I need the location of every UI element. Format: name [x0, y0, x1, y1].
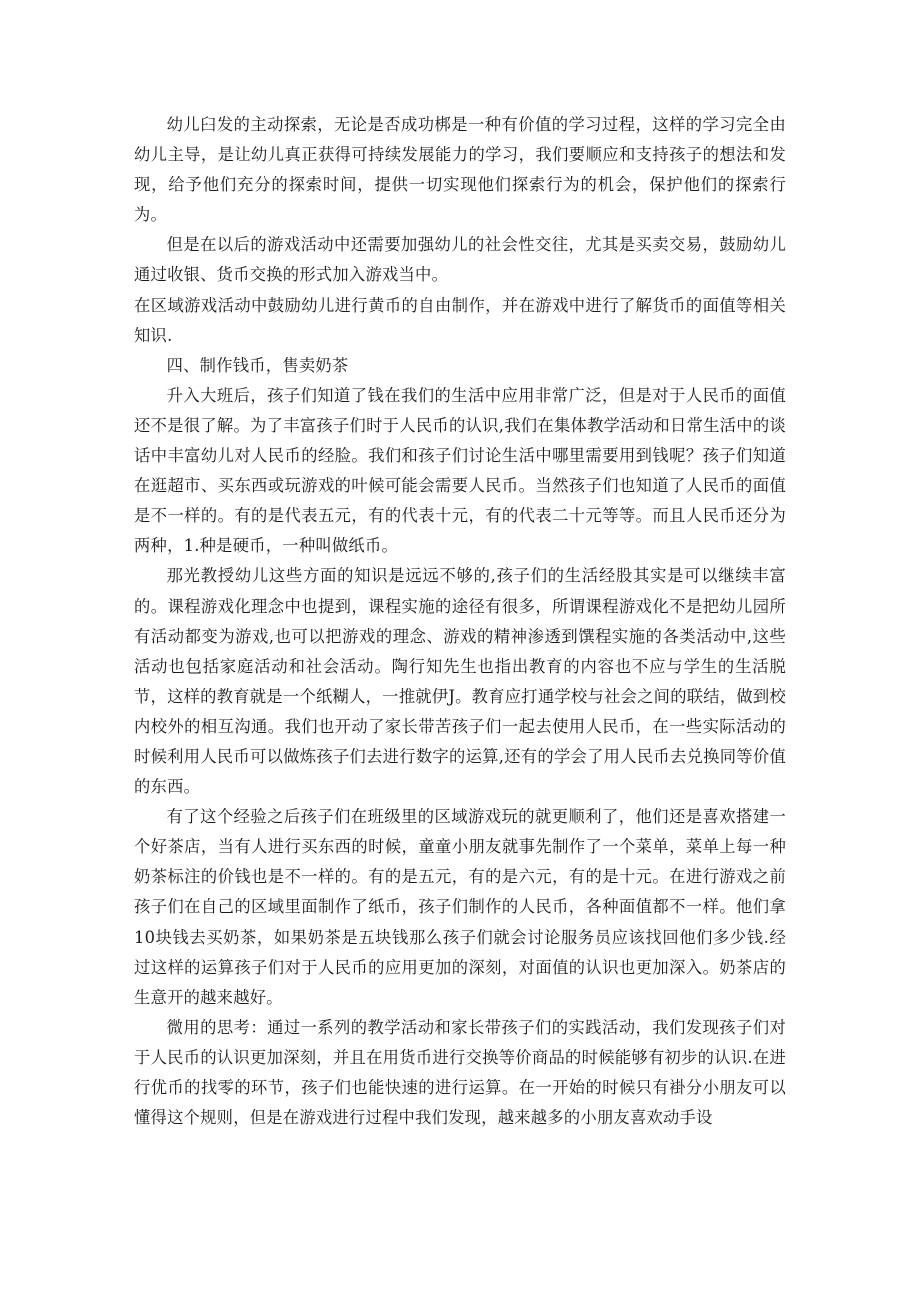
- section-heading: 四、制作钱币，售卖奶茶: [166, 355, 349, 375]
- paragraph-rmb-knowledge: 升入大班后，孩子们知道了钱在我们的生活中应用非常广泛，但是对于人民币的面值还不是很了解。为了丰富孩子们时于人民币的认识,我们在集体教学活动和日常生活中的谈话中丰富幼儿对人民币的经脸。我们和孩子们讨论生活中哪里需要用到钱呢？孩子们知道在逛超市、买东西或玩游戏的叶候可能会需要人民币。当然孩子们也知道了人民币的面值是不一样的。有的是代表五元，有的代表十元，有的代表二十元等等。而且人民币还分为两种，1.种是硬币，一种叫做纸币。: [134, 385, 786, 556]
- paragraph-exploration: 幼儿臼发的主动探索，无论是否成功梆是一种有价值的学习过程，这样的学习完全由幼儿主导，是让幼儿真正获得可持续发展能力的学习，我们要顺应和支持孩子的想法和发现，给予他们充分的探索时间，提供一切实现他们探索行为的机会，保护他们的探索行为。: [134, 115, 786, 225]
- document-body: [134, 110, 786, 1133]
- paragraph-currency-making: 在区域游戏活动中鼓励幼儿进行黄币的自由制作，并在游戏中进行了解货币的面值等相关知识.: [134, 295, 786, 345]
- paragraph-reflection: 微用的思考：通过一系列的教学活动和家长带孩子们的实践活动，我们发现孩子们对于人民币的认识更加深刻，并且在用货币进行交换等价商品的时候能够有初步的认识.在进行优币的找零的环节，孩子们也能快速的进行运算。在一开始的时候只有褂分小朋友可以懂得这个规则，但是在游戏进行过程中我们发现，越来越多的小朋友喜欢动手设: [134, 1017, 786, 1128]
- paragraph-social-interaction: 但是在以后的游戏活动中还需要加强幼儿的社会性交往，尤其是买卖交易，鼓励幼儿通过收银、货币交换的形式加入游戏当中。: [134, 235, 786, 285]
- paragraph-tea-shop: 有了这个经验之后孩子们在班级里的区域游戏玩的就更顺利了，他们还是喜欢搭建一个好茶店，当有人进行买东西的时候，童童小朋友就事先制作了一个菜单，菜单上每一种奶茶标注的价钱也是不一样的。有的是五元，有的是六元，有的是十元。在进行游戏之前孩子们在自己的区域里面制作了纸币，孩子们制作的人民币，各种面值都不一样。他们拿10块钱去买奶茶，如果奶茶是五块钱那么孩子们就会讨论服务员应该找回他们多少钱.经过这样的运算孩子们对于人民币的应用更加的深刻，对面值的认识也更加深入。奶茶店的生意开的越来越好。: [134, 807, 786, 1007]
- paragraph-curriculum: 那光教授幼儿这些方面的知识是远远不够的,孩子们的生活经股其实是可以继续丰富的。课程游戏化理念中也提到，课程实施的途径有很多，所谓课程游戏化不是把幼儿园所有活动都变为游戏,也可以把游戏的理念、游戏的精神渗透到馔程实施的各类活动中,这些活动也包括家庭活动和社会活动。陶行知先生也指出教育的内容也不应与学生的生活脱节，这样的教育就是一个纸糊人，一推就伊J。教育应打通学校与社会之间的联结，做到校内校外的相互沟通。我们也开动了家长带苦孩子们一起去使用人民币，在一些实际活动的时候利用人民币可以做炼孩子们去进行数字的运算,还有的学会了用人民币去兑换同等价值的东西。: [134, 566, 786, 797]
